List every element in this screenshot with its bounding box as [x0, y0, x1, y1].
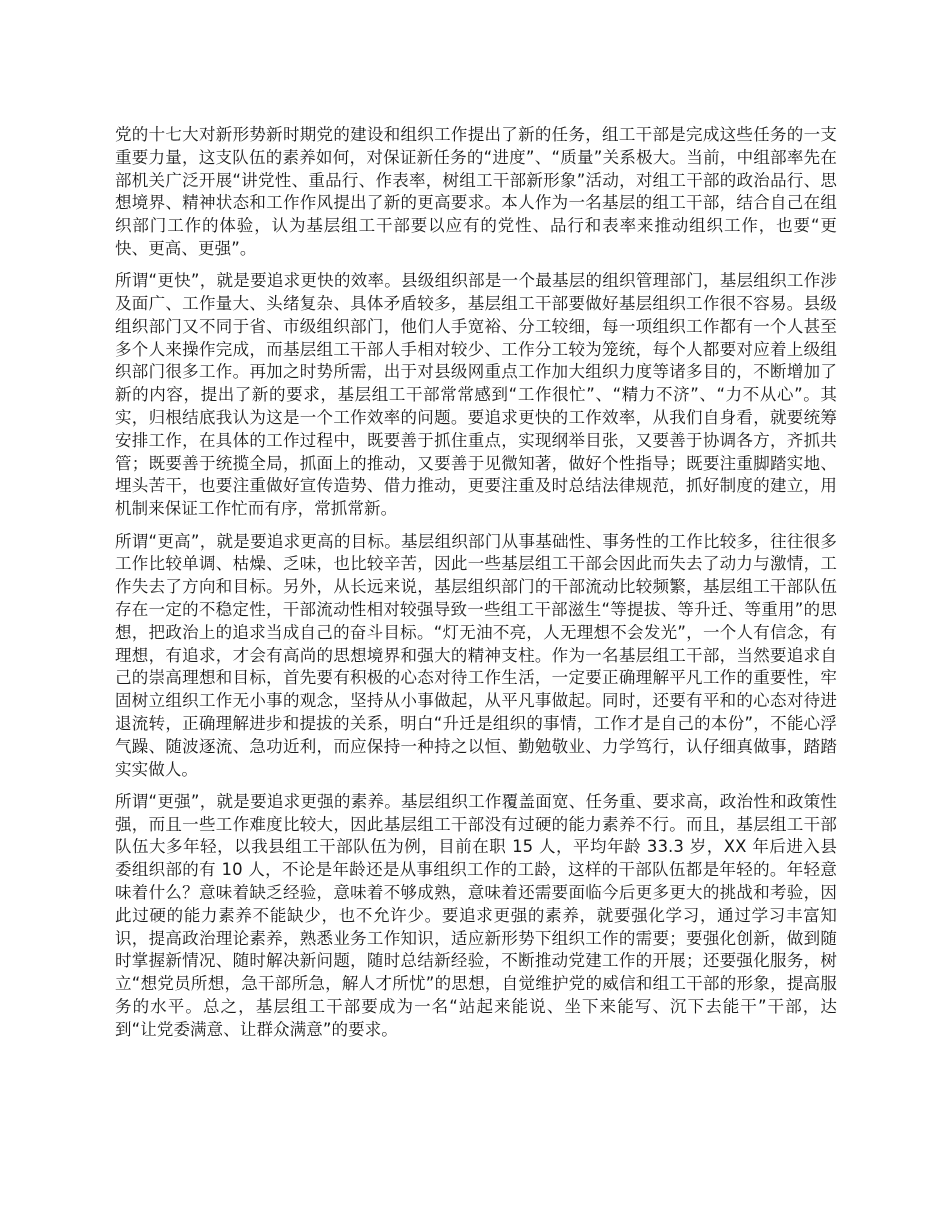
paragraph-intro: 党的十七大对新形势新时期党的建设和组织工作提出了新的任务，组工干部是完成这些任务的一支重要力量，这支队伍的素养如何，对保证新任务的“进度”、“质量”关系极大。当前，中组部率先在部机关广泛开展“讲党性、重品行、作表率，树组工干部新形象”活动，对组工干部的政治品行、思想境界、精神状态和工作作风提出了新的更高要求。本人作为一名基层的组工干部，结合自己在组织部门工作的体验，认为基层组工干部要以应有的党性、品行和表率来推动组织工作，也要“更快、更高、更强”。 — [115, 125, 837, 258]
document-body — [115, 124, 837, 1051]
paragraph-faster: 所谓“更快”，就是要追求更快的效率。县级组织部是一个最基层的组织管理部门，基层组织工作涉及面广、工作量大、头绪复杂、具体矛盾较多，基层组工干部要做好基层组织工作很不容易。县级组织部门又不同于省、市级组织部门，他们人手宽裕、分工较细，每一项组织工作都有一个人甚至多个人来操作完成，而基层组工干部人手相对较少、工作分工较为笼统，每个人都要对应着上级组织部门很多工作。再加之时势所需，出于对县级网重点工作加大组织力度等诸多目的，不断增加了新的内容，提出了新的要求，基层组工干部常常感到“工作很忙”、“精力不济”、“力不从心”。其实，归根结底我认为这是一个工作效率的问题。要追求更快的工作效率，从我们自身看，就要统筹安排工作，在具体的工作过程中，既要善于抓住重点，实现纲举目张，又要善于协调各方，齐抓共管；既要善于统揽全局，抓面上的推动，又要善于见微知著，做好个性指导；既要注重脚踏实地、埋头苦干，也要注重做好宣传造势、借力推动，更要注重及时总结法律规范，抓好制度的建立，用机制来保证工作忙而有序，常抓常新。 — [115, 271, 837, 519]
paragraph-stronger: 所谓“更强”，就是要追求更强的素养。基层组织工作覆盖面宽、任务重、要求高，政治性和政策性强，而且一些工作难度比较大，因此基层组工干部没有过硬的能力素养不行。而且，基层组工干部队伍大多年轻，以我县组工干部队伍为例，目前在职 15 人，平均年龄 33.3 岁，XX 年后进入县委组织部的有 10 人，不论是年龄还是从事组织工作的工龄，这样的干部队伍都是年轻的。年轻意味着什么？意味着缺乏经验，意味着不够成熟，意味着还需要面临今后更多更大的挑战和考验，因此过硬的能力素养不能缺少，也不允许少。要追求更强的素养，就要强化学习，通过学习丰富知识，提高政治理论素养，熟悉业务工作知识，适应新形势下组织工作的需要；要强化创新，做到随时掌握新情况、随时解决新问题，随时总结新经验，不断推动党建工作的开展；还要强化服务，树立“想党员所想，急干部所急，解人才所忧”的思想，自觉维护党的威信和组工干部的形象，提高服务的水平。总之，基层组工干部要成为一名“站起来能说、坐下来能写、沉下去能干”干部，达到“让党委满意、让群众满意”的要求。 — [115, 791, 837, 1039]
paragraph-higher: 所谓“更高”，就是要追求更高的目标。基层组织部门从事基础性、事务性的工作比较多，往往很多工作比较单调、枯燥、乏味，也比较辛苦，因此一些基层组工干部会因此而失去了动力与激情，工作失去了方向和目标。另外，从长远来说，基层组织部门的干部流动比较频繁，基层组工干部队伍存在一定的不稳定性，干部流动性相对较强导致一些组工干部滋生“等提拔、等升迁、等重用”的思想，把政治上的追求当成自己的奋斗目标。“灯无油不亮，人无理想不会发光”，一个人有信念，有理想，有追求，才会有高尚的思想境界和强大的精神支柱。作为一名基层组工干部，当然要追求自己的崇高理想和目标，首先要有积极的心态对待工作生活，一定要正确理解平凡工作的重要性，牢固树立组织工作无小事的观念，坚持从小事做起，从平凡事做起。同时，还要有平和的心态对待进退流转，正确理解进步和提拔的关系，明白“升迁是组织的事情，工作才是自己的本份”，不能心浮气躁、随波逐流、急功近利，而应保持一种持之以恒、勤勉敬业、力学笃行，认仔细真做事，踏踏实实做人。 — [115, 531, 837, 779]
